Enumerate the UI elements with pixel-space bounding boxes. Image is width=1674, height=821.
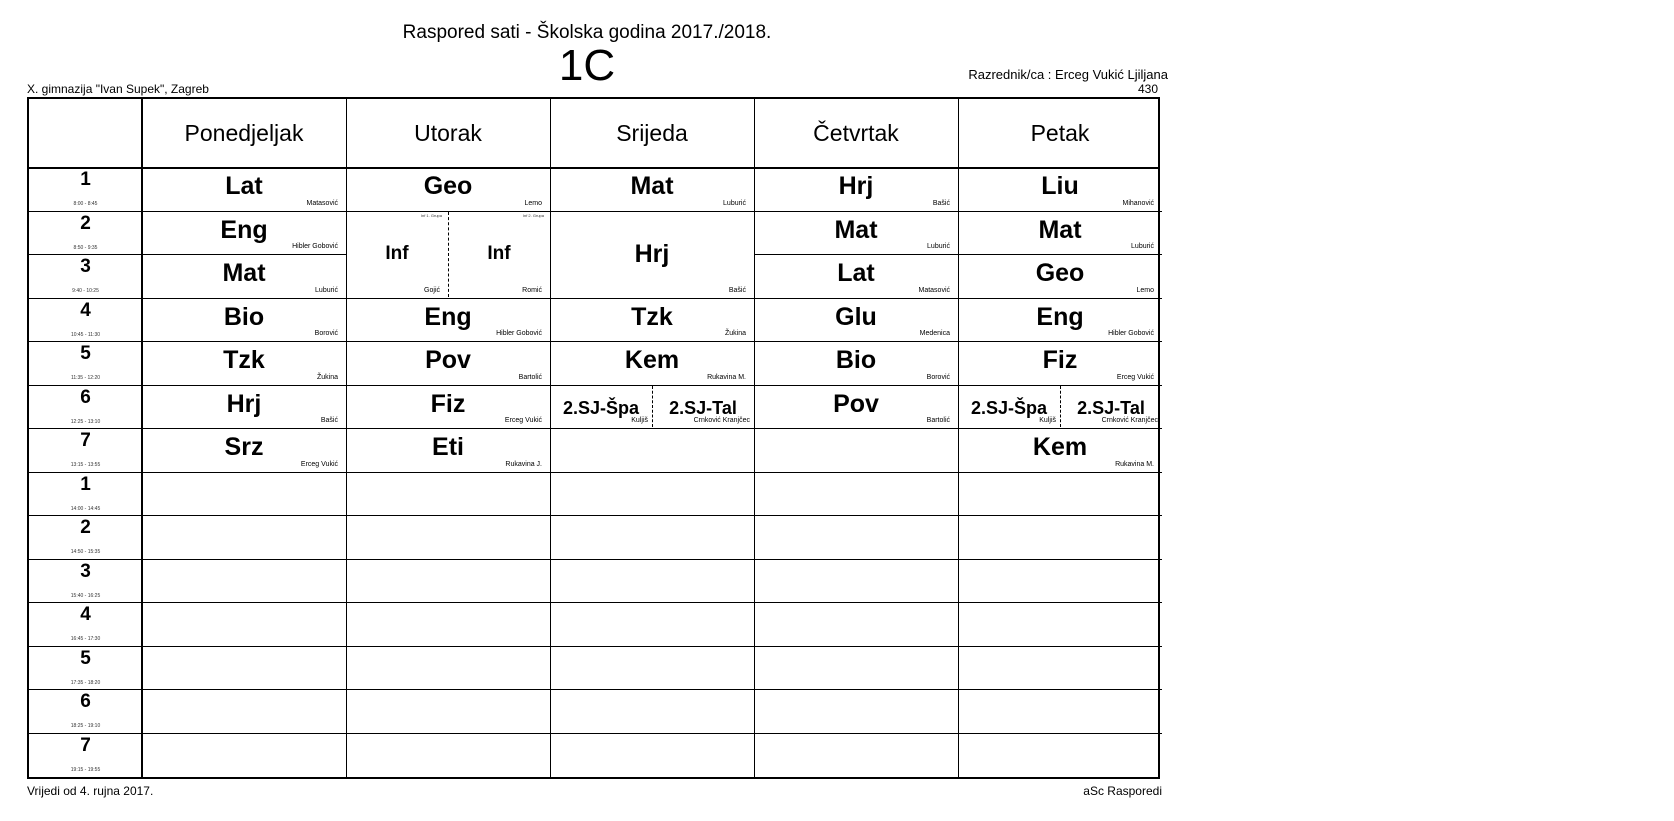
lesson-teacher: Medenica [919,330,950,337]
row-divider [142,733,346,734]
lesson-cell [142,428,346,472]
lesson-cell [142,385,346,429]
lesson-subject: Hrj [634,240,670,268]
lesson-subject: Glu [835,302,877,331]
lesson-teacher: Mihanović [1122,199,1154,207]
lesson-cell [958,298,1162,342]
row-divider [550,733,754,734]
lesson-subject: Tzk [223,346,265,374]
lesson-subject: 2.SJ-Tal [669,397,737,418]
row-divider [29,733,142,734]
lesson-teacher: Erceg Vukić [300,460,338,468]
lesson-subject: Fiz [430,389,466,418]
lesson-cell [754,167,958,211]
lesson-teacher: Crnković Kranjčec [1101,417,1158,424]
period-time: 8:50 - 9:35 [73,244,98,251]
lesson-teacher: Bašić [320,417,338,424]
period-time: 14:50 - 15:35 [70,549,101,555]
lesson-teacher: Kuljiš [631,417,648,424]
lesson-teacher: Borović [926,373,950,381]
row-divider [142,559,346,560]
row-divider [550,428,754,429]
lesson-teacher: Erceg Vukić [504,417,542,424]
period-number: 7 [80,734,91,756]
period-number: 1 [80,169,91,190]
row-divider [346,515,550,516]
lesson-teacher: Lemo [1136,286,1154,294]
row-divider [346,689,550,690]
lesson-cell [754,385,958,429]
lesson-cell [142,254,346,298]
lesson-subject: Inf [487,243,511,264]
row-divider [29,341,142,342]
period-number: 1 [80,473,91,495]
brand-label: aSc Rasporedi [1083,784,1162,798]
lesson-cell [346,385,550,429]
lesson-subject: Bio [223,302,265,331]
period-time: 16:45 - 17:30 [70,636,101,642]
day-header: Ponedjeljak [184,119,304,146]
row-divider [550,646,754,647]
lesson-subject: Kem [1032,433,1088,461]
row-divider [346,646,550,647]
period-number: 7 [80,430,91,451]
lesson-teacher: Matasović [918,286,950,294]
lesson-cell [550,167,754,211]
lesson-cell [346,298,550,342]
lesson-subject: Mat [1038,215,1082,244]
lesson-teacher: Luburić [315,286,338,294]
row-divider [346,733,550,734]
row-divider [29,559,142,560]
lesson-subject: Fiz [1042,346,1078,374]
period-number: 5 [80,647,91,669]
lesson-group: Inf 1. Grupa [420,212,442,218]
lesson-subject: Eng [220,215,268,244]
row-divider [142,646,346,647]
period-number: 3 [80,560,91,582]
row-divider [754,559,958,560]
period-number: 3 [80,256,91,277]
lesson-teacher: Luburić [723,199,746,207]
group-divider [1060,386,1061,428]
period-number: 6 [80,386,91,408]
lesson-subject: Kem [624,346,680,374]
lesson-cell [958,254,1162,298]
period-time: 17:35 - 18:20 [70,679,101,686]
row-divider [29,428,142,429]
lesson-subject: Hrj [226,389,262,418]
lesson-subject: Eng [424,302,472,331]
lesson-group: Inf 2. Grupa [522,212,544,218]
class-name: 1C [558,41,616,90]
lesson-teacher: Bašić [728,286,746,294]
lesson-cell [550,341,754,385]
lesson-subject: Eng [1036,302,1084,331]
period-time: 8:00 - 8:45 [73,201,98,207]
lesson-teacher: Crnković Kranjčec [693,417,750,424]
row-divider [29,472,142,473]
lesson-teacher: Erceg Vukić [1116,373,1154,381]
lesson-teacher: Bašić [932,199,950,207]
valid-from: Vrijedi od 4. rujna 2017. [27,784,154,798]
lesson-cell [754,254,958,298]
period-number: 4 [80,299,91,321]
row-divider [958,689,1162,690]
period-number: 2 [80,517,91,538]
lesson-cell [550,211,754,298]
row-divider [958,733,1162,734]
row-divider [29,254,142,255]
lesson-cell [958,211,1162,255]
period-number: 6 [80,691,91,712]
period-time: 18:25 - 19:10 [70,723,101,729]
period-time: 9:40 - 10:25 [72,288,99,294]
lesson-cell [550,385,652,429]
timetable-title: Raspored sati - Školska godina 2017./2018. [402,22,772,43]
lesson-cell [1060,385,1162,429]
row-divider [958,515,1162,516]
lesson-subject: 2.SJ-Špa [562,397,640,418]
group-divider [448,212,449,297]
row-divider [550,602,754,603]
row-divider [550,689,754,690]
lesson-cell [142,341,346,385]
lesson-teacher: Borović [314,330,338,337]
lesson-teacher: Hibler Gobović [496,330,542,337]
period-time: 10:45 - 11:30 [70,331,101,338]
row-divider [754,602,958,603]
lesson-teacher: Lemo [524,199,542,207]
period-time: 19:15 - 19:55 [70,766,101,773]
lesson-teacher: Kuljiš [1039,417,1056,424]
row-divider [142,689,346,690]
row-divider [142,515,346,516]
lesson-teacher: Žukina [316,373,338,381]
row-divider [346,602,550,603]
row-divider [346,472,550,473]
row-divider [29,602,142,603]
day-header: Petak [1030,119,1090,146]
row-divider [29,515,142,516]
row-divider [29,646,142,647]
room-number: 430 [1137,82,1158,96]
day-header: Četvrtak [813,119,899,146]
lesson-cell [346,341,550,385]
lesson-cell [958,341,1162,385]
lesson-teacher: Hibler Gobović [292,243,338,250]
period-column-divider [141,99,143,777]
row-divider [958,472,1162,473]
period-number: 4 [80,604,91,625]
lesson-cell [346,167,550,211]
row-divider [958,559,1162,560]
row-divider [754,428,958,429]
row-divider [550,472,754,473]
row-divider [346,559,550,560]
homeroom-teacher: Razrednik/ca : Erceg Vukić Ljiljana [968,67,1168,82]
lesson-cell [346,211,448,298]
lesson-subject: Srz [224,433,264,461]
lesson-cell [448,211,550,298]
row-divider [754,515,958,516]
lesson-cell [142,211,346,255]
timetable-grid [27,97,1160,779]
lesson-cell [958,428,1162,472]
lesson-subject: Mat [834,215,878,244]
lesson-subject: Liu [1041,172,1079,200]
lesson-subject: Mat [630,172,674,200]
school-name: X. gimnazija "Ivan Supek", Zagreb [27,82,209,96]
lesson-teacher: Luburić [1131,243,1154,250]
lesson-cell [142,167,346,211]
lesson-subject: Geo [423,172,473,200]
row-divider [754,646,958,647]
period-time: 15:40 - 16:25 [70,592,101,599]
lesson-cell [550,298,754,342]
lesson-teacher: Bartolić [518,373,542,381]
lesson-subject: Inf [385,243,409,264]
lesson-subject: Lat [225,172,263,200]
lesson-subject: Pov [833,389,879,418]
lesson-cell [754,298,958,342]
lesson-subject: Bio [835,346,877,374]
lesson-cell [652,385,754,429]
lesson-cell [958,167,1162,211]
lesson-subject: Tzk [631,302,673,331]
lesson-teacher: Luburić [927,243,950,250]
period-time: 12:25 - 13:10 [70,418,101,425]
period-number: 2 [80,212,91,234]
lesson-cell [754,341,958,385]
period-time: 13:15 - 13:55 [70,462,101,468]
row-divider [29,689,142,690]
lesson-teacher: Hibler Gobović [1108,330,1154,337]
row-divider [142,602,346,603]
row-divider [550,515,754,516]
row-divider [958,646,1162,647]
lesson-teacher: Romić [522,286,542,294]
lesson-subject: Geo [1035,259,1085,287]
lesson-subject: Lat [837,259,875,287]
row-divider [754,733,958,734]
period-time: 11:35 - 12:20 [70,375,101,381]
period-time: 14:00 - 14:45 [70,505,101,512]
row-divider [29,298,142,299]
group-divider [652,386,653,428]
row-divider [550,559,754,560]
period-number: 5 [80,343,91,364]
row-divider [754,472,958,473]
day-header: Utorak [414,119,482,146]
row-divider [142,472,346,473]
lesson-cell [958,385,1060,429]
lesson-subject: Eti [432,433,464,461]
lesson-teacher: Rukavina M. [707,373,746,381]
lesson-teacher: Bartolić [926,417,950,424]
lesson-teacher: Gojić [424,286,440,294]
lesson-teacher: Rukavina M. [1115,460,1154,468]
row-divider [754,689,958,690]
lesson-teacher: Rukavina J. [505,460,542,468]
day-header: Srijeda [616,119,688,146]
lesson-subject: Hrj [838,172,874,200]
lesson-teacher: Žukina [724,330,746,337]
row-divider [29,385,142,386]
lesson-subject: Pov [425,346,471,374]
lesson-subject: 2.SJ-Tal [1077,397,1145,418]
lesson-cell [754,211,958,255]
lesson-subject: 2.SJ-Špa [970,397,1048,418]
lesson-teacher: Matasović [306,199,338,207]
row-divider [29,211,142,212]
lesson-cell [346,428,550,472]
lesson-subject: Mat [222,259,266,287]
lesson-cell [142,298,346,342]
row-divider [958,602,1162,603]
